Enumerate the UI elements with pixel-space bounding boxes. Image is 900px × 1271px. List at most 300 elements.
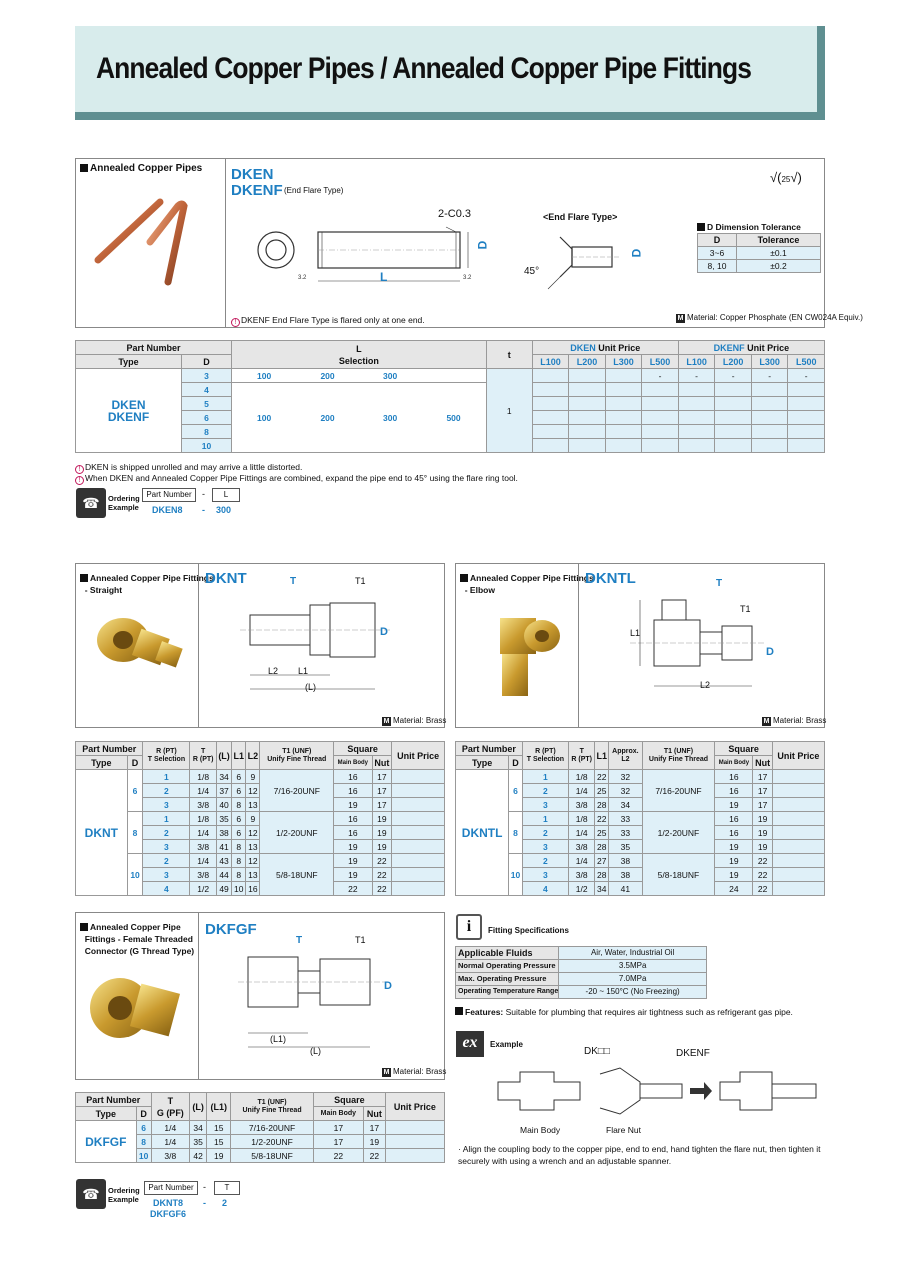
table-cell: 19 [363, 1135, 385, 1149]
table-cell: 25 [595, 784, 609, 798]
table-cell: 40 [216, 798, 231, 812]
section1-note: ! DKENF End Flare Type is flared only at one end. [231, 315, 425, 327]
table-cell: 43 [216, 854, 231, 868]
flare-dim-D: D [629, 248, 644, 258]
tol-head-tol: Tolerance [737, 234, 821, 247]
table-cell: 1/2 [190, 882, 216, 896]
th-dken-price: DKEN Unit Price [532, 341, 678, 355]
table-cell: 12 [246, 784, 260, 798]
th-part-number: Part Number [456, 742, 523, 756]
table-cell: 12 [246, 854, 260, 868]
table-cell: 1/8 [190, 812, 216, 826]
table-cell: 17 [313, 1135, 363, 1149]
ordering-label: Ordering Example [108, 494, 140, 512]
table-cell: 41 [216, 840, 231, 854]
th-price: Unit Price [392, 742, 445, 770]
table-cell [772, 882, 824, 896]
table-cell: 12 [246, 826, 260, 840]
spec-value: Air, Water, Industrial Oil [559, 947, 707, 960]
price-cell [715, 383, 752, 397]
th-type: Type [76, 355, 182, 369]
th-nut: Nut [372, 756, 392, 770]
order-dash: - [203, 1182, 206, 1192]
sel-cell: 100 [232, 369, 297, 383]
order-head-part: Part Number [144, 1181, 198, 1195]
table-row [456, 812, 825, 826]
table-cell [392, 840, 445, 854]
price-cell [569, 397, 606, 411]
table-cell: 7/16-20UNF [260, 770, 334, 812]
table-cell: 44 [216, 868, 231, 882]
table-cell: 22 [372, 882, 392, 896]
code-dken: DKEN [231, 166, 274, 183]
d-cell: 3 [182, 369, 232, 383]
dkntl-L1: L1 [630, 628, 641, 638]
price-cell [605, 411, 642, 425]
table-cell: 22 [753, 854, 772, 868]
dkfgf-T1: T1 [355, 935, 366, 945]
table-cell: 17 [372, 798, 392, 812]
table-cell: 1/2-20UNF [231, 1135, 314, 1149]
d-cell: 8 [182, 425, 232, 439]
tol-cell: 8, 10 [698, 260, 737, 273]
th-L1: L1 [232, 742, 246, 770]
sel-cell: 200 [296, 369, 359, 383]
section-divider [225, 158, 226, 328]
warning-icon: ! [75, 465, 84, 474]
table-cell: 1/2-20UNF [260, 812, 334, 854]
table-cell: 38 [609, 868, 642, 882]
table-cell: 3 [143, 868, 190, 882]
price-cell [715, 425, 752, 439]
table-cell: 17 [372, 770, 392, 784]
table-cell: 10 [509, 854, 522, 896]
table-cell: 3/8 [190, 798, 216, 812]
spec-key: Operating Temperature Range [456, 986, 559, 999]
table-cell: 10 [232, 882, 246, 896]
price-cell [569, 439, 606, 453]
ordering-icon: ☎ [76, 1179, 106, 1209]
th-main: Main Body [334, 756, 372, 770]
table-cell: 16 [334, 770, 372, 784]
price-cell [605, 425, 642, 439]
table-cell: 10 [127, 854, 143, 896]
table-cell: 3 [143, 798, 190, 812]
dkntl-T: T [716, 578, 723, 589]
price-cell: - [715, 369, 752, 383]
type-cell: DKEN DKENF [76, 369, 182, 453]
price-cell [532, 439, 569, 453]
table-cell: 19 [715, 868, 753, 882]
sel-cell: 200 [296, 383, 359, 453]
table-cell: 38 [216, 826, 231, 840]
dkfgf-code: DKFGF [205, 921, 257, 938]
order-value-part: DKEN8 [152, 505, 183, 515]
th-l300: L300 [605, 355, 642, 369]
table-cell: 19 [334, 798, 372, 812]
table-row [76, 812, 445, 826]
table-cell: 19 [753, 826, 772, 840]
table-cell: 16 [715, 784, 753, 798]
price-cell [715, 439, 752, 453]
th-square: Square [313, 1093, 385, 1107]
example-main-body: Main Body [520, 1125, 561, 1135]
order-value-part-2: DKFGF6 [150, 1209, 186, 1219]
table-cell: 13 [246, 840, 260, 854]
code-dkenf-sub: (End Flare Type) [284, 186, 344, 195]
th-square: Square [334, 742, 392, 756]
spec-value: 3.5MPa [559, 960, 707, 973]
price-cell [605, 439, 642, 453]
spec-value: 7.0MPa [559, 973, 707, 986]
price-cell [532, 411, 569, 425]
page-title: Annealed Copper Pipes / Annealed Copper Pipe Fittings [96, 52, 752, 85]
ordering-icon: ☎ [76, 488, 106, 518]
dknt-label: Annealed Copper Pipe Fittings - Straight [80, 572, 214, 596]
dknt-T1: T1 [355, 576, 366, 586]
sel-cell: 300 [359, 383, 422, 453]
dknt-code: DKNT [205, 570, 247, 587]
chamfer-label: 2-C0.3 [438, 208, 472, 220]
pipe-price-table [75, 340, 825, 453]
th-l200: L200 [715, 355, 752, 369]
info-icon: i [456, 914, 482, 940]
th-D: D [127, 756, 143, 770]
table-cell: 7/16-20UNF [231, 1121, 314, 1135]
table-cell: 19 [372, 812, 392, 826]
table-cell: 17 [753, 784, 772, 798]
th-T: T R (PT) [190, 742, 216, 770]
order-value-dash: - [202, 505, 205, 515]
table-cell: 17 [363, 1121, 385, 1135]
tol-cell: ±0.2 [737, 260, 821, 273]
table-cell: 5/8-18UNF [231, 1149, 314, 1163]
sel-cell: 300 [359, 369, 422, 383]
material-icon: M [677, 315, 684, 322]
table-cell: 19 [372, 840, 392, 854]
note-flare: ! When DKEN and Annealed Copper Pipe Fittings are combined, expand the pipe end to 45° using the flare ring tool. [75, 473, 518, 485]
price-cell [642, 383, 679, 397]
dkfgf-image [80, 968, 190, 1058]
th-part-number: Part Number [76, 742, 143, 756]
th-part-number: Part Number [76, 1093, 152, 1107]
table-cell: 1 [143, 812, 190, 826]
order-value-part: DKNT8 [153, 1198, 184, 1208]
table-cell: 2 [522, 854, 568, 868]
th-dkenf-price: DKENF Unit Price [678, 341, 824, 355]
dknt-drawing [240, 585, 405, 695]
dkntl-material: M Material: Brass [763, 716, 827, 725]
table-cell: 3/8 [151, 1149, 189, 1163]
th-D: D [136, 1107, 151, 1121]
table-cell: 1/4 [151, 1121, 189, 1135]
price-cell [532, 397, 569, 411]
warning-icon: ! [75, 476, 84, 485]
th-nut: Nut [753, 756, 772, 770]
code-dkenf: DKENF [231, 182, 283, 199]
section-divider [198, 912, 199, 1080]
table-cell: 8 [232, 798, 246, 812]
table-cell: 34 [595, 882, 609, 896]
dkntl-T1: T1 [740, 604, 751, 614]
order-head-T: T [214, 1181, 240, 1195]
th-l100: L100 [678, 355, 715, 369]
table-cell [392, 798, 445, 812]
d-cell: 10 [182, 439, 232, 453]
dkntl-label: Annealed Copper Pipe Fittings - Elbow [460, 572, 594, 596]
order-value-T: 2 [222, 1198, 228, 1208]
th-tsel: R (PT) T Selection [143, 742, 190, 770]
table-cell: 41 [609, 882, 642, 896]
th-L2: Approx. L2 [609, 742, 642, 770]
example-note: · Align the coupling body to the copper pipe, end to end, hand tighten the flare nut, then tighten it securely with using a wrench and an adjustable spanner. [458, 1144, 821, 1166]
table-cell [772, 812, 824, 826]
price-cell [788, 411, 825, 425]
table-cell: DKNTL [456, 770, 509, 896]
table-cell: 6 [232, 770, 246, 784]
tol-head-D: D [698, 234, 737, 247]
table-cell: 16 [715, 826, 753, 840]
example-flare-nut: Flare Nut [606, 1125, 641, 1135]
table-cell: 22 [372, 868, 392, 882]
table-cell: 6 [136, 1121, 151, 1135]
d-cell: 4 [182, 383, 232, 397]
sel-cell [421, 369, 486, 383]
table-cell: 13 [246, 798, 260, 812]
table-cell [772, 798, 824, 812]
spec-key: Max. Operating Pressure [456, 973, 559, 986]
table-cell: 16 [715, 812, 753, 826]
table-row [76, 1121, 445, 1135]
table-cell [385, 1135, 444, 1149]
price-cell [788, 383, 825, 397]
dknt-L2: L2 [268, 666, 279, 676]
table-cell: 19 [753, 812, 772, 826]
th-T1: T1 (UNF) Unify Fine Thread [642, 742, 715, 770]
table-cell: 16 [334, 784, 372, 798]
table-cell: 3 [522, 798, 568, 812]
th-L: (L) [190, 1093, 207, 1121]
table-cell: 28 [595, 840, 609, 854]
th-T: T R (PT) [569, 742, 595, 770]
section-label: Annealed Copper Pipes [80, 163, 202, 175]
svg-text:3.2: 3.2 [463, 275, 472, 281]
th-tsel: R (PT) T Selection [522, 742, 568, 770]
table-cell: 6 [127, 770, 143, 812]
table-cell: 33 [609, 826, 642, 840]
tol-title: D Dimension Tolerance [697, 221, 801, 233]
table-cell: 28 [595, 868, 609, 882]
spec-key: Applicable Fluids [456, 947, 559, 960]
table-row [456, 854, 825, 868]
price-cell [569, 425, 606, 439]
th-L1: L1 [595, 742, 609, 770]
table-cell [772, 868, 824, 882]
price-cell [715, 397, 752, 411]
table-cell [392, 812, 445, 826]
dknt-T: T [290, 576, 297, 587]
table-cell: 8 [232, 840, 246, 854]
price-cell [605, 369, 642, 383]
example-dk: DK□□ [584, 1046, 610, 1057]
dknt-L: (L) [305, 682, 316, 692]
table-cell: 19 [207, 1149, 231, 1163]
table-cell: 24 [715, 882, 753, 896]
t-cell: 1 [486, 369, 532, 453]
dkfgf-table [75, 1092, 445, 1163]
price-cell [751, 383, 788, 397]
table-cell: 22 [753, 882, 772, 896]
table-cell: DKNT [76, 770, 128, 896]
table-cell: 1/4 [569, 854, 595, 868]
table-cell: 3 [143, 840, 190, 854]
table-cell: 19 [334, 868, 372, 882]
table-cell [772, 784, 824, 798]
table-cell: 1 [143, 770, 190, 784]
table-cell [772, 826, 824, 840]
table-cell: 1/8 [190, 770, 216, 784]
table-cell: 19 [715, 798, 753, 812]
table-cell: 8 [232, 854, 246, 868]
price-cell [532, 369, 569, 383]
th-price: Unit Price [772, 742, 824, 770]
th-l500: L500 [788, 355, 825, 369]
material-icon: M [383, 1069, 390, 1076]
sel-cell: 100 [232, 383, 297, 453]
table-cell: 22 [313, 1149, 363, 1163]
sel-cell: 500 [421, 383, 486, 453]
th-D: D [509, 756, 522, 770]
d-cell: 6 [182, 411, 232, 425]
dknt-D: D [380, 626, 388, 638]
table-cell: 25 [595, 826, 609, 840]
table-cell: 34 [216, 770, 231, 784]
table-cell: 35 [190, 1135, 207, 1149]
price-cell [605, 383, 642, 397]
th-main: Main Body [313, 1107, 363, 1121]
table-cell: 3 [522, 840, 568, 854]
material-note: M Material: Copper Phosphate (EN CW024A Equiv.) [677, 313, 863, 322]
order-dash: - [202, 489, 205, 499]
table-cell: 19 [334, 854, 372, 868]
price-cell: - [642, 369, 679, 383]
table-cell: 22 [753, 868, 772, 882]
price-cell: - [788, 369, 825, 383]
price-cell [532, 425, 569, 439]
table-cell: 1/2 [569, 882, 595, 896]
dkntl-table [455, 741, 825, 896]
table-cell: 22 [595, 812, 609, 826]
th-l500: L500 [642, 355, 679, 369]
table-cell: 38 [609, 854, 642, 868]
table-cell: 22 [334, 882, 372, 896]
order-head-L: L [212, 488, 240, 502]
table-cell: 3/8 [569, 868, 595, 882]
price-cell [642, 411, 679, 425]
price-cell [788, 425, 825, 439]
dknt-table [75, 741, 445, 896]
d-cell: 5 [182, 397, 232, 411]
price-cell [642, 439, 679, 453]
price-cell [788, 439, 825, 453]
dkfgf-label: Annealed Copper Pipe Fittings - Female Threaded Connector (G Thread Type) [80, 921, 194, 957]
table-cell: 17 [313, 1121, 363, 1135]
table-cell: 33 [609, 812, 642, 826]
table-cell: 5/8-18UNF [260, 854, 334, 896]
note-shipping: ! DKEN is shipped unrolled and may arrive a little distorted. [75, 462, 302, 474]
th-type: Type [456, 756, 509, 770]
table-cell: 13 [246, 868, 260, 882]
dkfgf-material: M Material: Brass [383, 1067, 447, 1076]
table-cell: 22 [363, 1149, 385, 1163]
table-cell: 16 [715, 770, 753, 784]
price-cell [569, 369, 606, 383]
table-cell: 27 [595, 854, 609, 868]
dkfgf-L1: (L1) [270, 1034, 287, 1044]
price-cell [642, 425, 679, 439]
th-square: Square [715, 742, 772, 756]
spec-key: Normal Operating Pressure [456, 960, 559, 973]
table-cell: 8 [232, 868, 246, 882]
table-cell: 17 [753, 770, 772, 784]
table-cell [772, 770, 824, 784]
table-cell: 3 [522, 868, 568, 882]
dim-L-label: L [380, 270, 388, 284]
table-cell: 19 [372, 826, 392, 840]
table-row [456, 770, 825, 784]
warning-icon: ! [231, 318, 240, 327]
table-cell: 28 [595, 798, 609, 812]
order-head-part: Part Number [142, 488, 196, 502]
table-row [76, 770, 445, 784]
table-cell: 32 [609, 770, 642, 784]
tol-cell: 3~6 [698, 247, 737, 260]
table-cell: 3/8 [569, 798, 595, 812]
table-cell [385, 1149, 444, 1163]
table-cell: 35 [216, 812, 231, 826]
table-cell: 17 [372, 784, 392, 798]
table-cell: 49 [216, 882, 231, 896]
flare-label: <End Flare Type> [543, 212, 618, 222]
th-T1: T1 (UNF) Unify Fine Thread [260, 742, 334, 770]
ordering-label: Ordering Example [108, 1186, 140, 1204]
price-cell [678, 439, 715, 453]
table-cell [772, 840, 824, 854]
dkntl-D: D [766, 646, 774, 658]
table-cell: 19 [334, 840, 372, 854]
price-cell [678, 383, 715, 397]
table-cell: 19 [753, 840, 772, 854]
table-cell: 16 [334, 826, 372, 840]
features: Features: Suitable for plumbing that requires air tightness such as refrigerant gas pipe. [455, 1007, 793, 1018]
table-cell: 2 [143, 826, 190, 840]
dkntl-L2: L2 [700, 680, 711, 690]
table-cell: 2 [143, 854, 190, 868]
table-cell: 1/8 [569, 770, 595, 784]
price-cell [678, 397, 715, 411]
table-cell: 2 [143, 784, 190, 798]
table-cell [392, 826, 445, 840]
th-nut: Nut [363, 1107, 385, 1121]
table-cell: 17 [753, 798, 772, 812]
example-drawing [490, 1058, 830, 1124]
price-cell [569, 411, 606, 425]
th-part-number: Part Number [76, 341, 232, 355]
price-cell [788, 397, 825, 411]
svg-text:3.2: 3.2 [298, 275, 307, 281]
table-cell [392, 854, 445, 868]
table-cell: 1 [522, 812, 568, 826]
